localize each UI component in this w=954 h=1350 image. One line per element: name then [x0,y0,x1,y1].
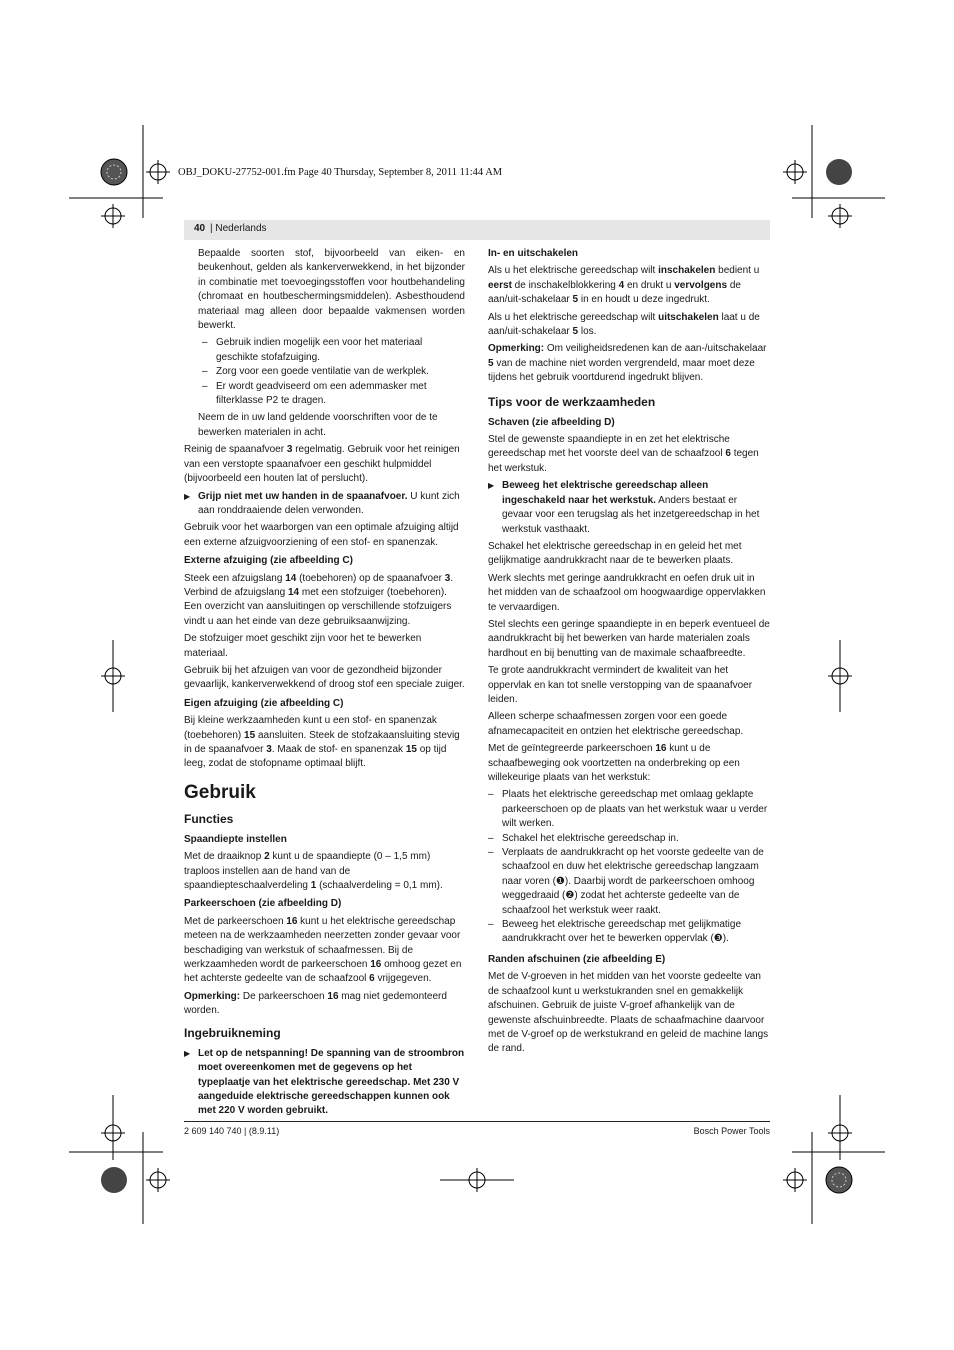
paragraph: Met de draaiknop 2 kunt u de spaandiepte (0 – 1,5 mm) traploos instellen aan de hand van de spaandiepteschaalverdeling 1 (schaalverdeling = 0,1 mm). [184,851,443,892]
triangle-right-icon: ▶ [184,491,191,501]
section-heading: Ingebruikneming [184,1025,281,1040]
paragraph: Als u het elektrische gereedschap wilt inschakelen bedient u eerst de inschakelblokkering 4 en drukt u vervolgens de aan/uit-schakelaar 5 in en houdt u deze ingedrukt. [488,265,760,306]
paragraph: Neem de in uw land geldende voorschriften voor de te bewerken materialen in acht. [198,412,438,438]
triangle-right-icon: ▶ [184,1048,191,1058]
footer-left: 2 609 140 740 | (8.9.11) [184,1126,280,1136]
paragraph: Als u het elektrische gereedschap wilt uitschakelen laat u de aan/uit-schakelaar 5 los. [488,311,760,338]
dash-item: – Zorg voor een goede ventilatie van de werkplek. [202,366,429,378]
paragraph: Alleen scherpe schaafmessen zorgen voor een goede afnamecapaciteit en ontzien het elektrische gereedschap. [488,711,744,737]
paragraph: Opmerking: Om veiligheidsredenen kan de aan-/uitschakelaar 5 van de machine niet worden vergrendeld, maar moet deze tijdens het gebruik voortdurend ingedrukt blijven. [488,343,767,384]
triangle-right-icon: ▶ [488,481,495,491]
subheading: Randen afschuinen (zie afbeelding E) [488,953,666,965]
paragraph: Stel de gewenste spaandiepte in en zet het elektrische gereedschap met het voorste deel van de schaafzool 6 tegen het werkstuk. [488,434,759,474]
subheading: Spaandiepte instellen [184,833,287,845]
subheading: Parkeerschoen (zie afbeelding D) [184,898,342,910]
page-number: 40 [194,223,206,234]
subheading: Schaven (zie afbeelding D) [488,416,615,428]
paragraph: Met de geïntegreerde parkeerschoen 16 kunt u de schaafbeweging ook voortzetten na onderbreking op een willekeurige plaats van het werkstuk: [488,743,740,783]
paragraph: Opmerking: De parkeerschoen 16 mag niet gedemonteerd worden. [184,990,447,1017]
page-header-bar [184,220,770,240]
footer-right: Bosch Power Tools [693,1126,770,1136]
paragraph: Met de V-groeven in het midden van het voorste gedeelte van de schaafzool kunt u werkstukranden snel en gemakkelijk afschuinen. Gebruik de juiste V-groef afhankelijk van de gewenste afschuinbreedte. Plaats de schaafmachine daarvoor met de V-groef op de werkstukrand en geleid de machine langs de rand. [488,971,769,1055]
section-heading: Tips voor de werkzaamheden [488,394,656,409]
file-header: OBJ_DOKU-27752-001.fm Page 40 Thursday, September 8, 2011 11:44 AM [178,167,503,178]
footer-rule [184,1121,770,1122]
paragraph: Schakel het elektrische gereedschap in en geleid het met gelijkmatige aandrukkracht naar de te bewerken plaats. [488,540,742,567]
warning-item: ▶ Beweeg het elektrische gereedschap alleen ingeschakeld naar het werkstuk. Anders bestaat er gevaar voor een terugslag als het inzetgereedschap in het werkstuk vasthaakt. [488,480,760,535]
paragraph: Gebruik voor het waarborgen van een optimale afzuiging altijd een externe afzuigvoorziening of een stof- en spanenzak. [184,522,459,548]
paragraph: Te grote aandrukkracht vermindert de kwaliteit van het oppervlak en kan tot snelle verstopping van de spaanafvoer leiden. [488,665,753,705]
paragraph: Steek een afzuigslang 14 (toebehoren) op de spaanafvoer 3. Verbind de afzuigslang 14 met een stofzuiger (toebehoren). Een overzicht van aansluitingen op verschillende stofzuigers vindt u aan het einde van deze gebruiksaanwijzing. [184,572,454,627]
subheading: In- en uitschakelen [488,248,579,259]
left-column [184,247,465,1122]
warning-item: ▶ Grijp niet met uw handen in de spaanafvoer. U kunt zich aan ronddraaiende delen verwonden. [184,490,460,516]
paragraph: Werk slechts met geringe aandrukkracht en oefen druk uit in het midden van de schaafzool om hoogwaardige oppervlakken te vervaardigen. [488,572,766,613]
dash-item: – Beweeg het elektrische gereedschap met gelijkmatige aandrukkracht over het te bewerken oppervlak (❸). [488,919,742,945]
header-separator: | [210,223,213,234]
dash-item: – Gebruik indien mogelijk een voor het materiaal geschikte stofafzuiging. [202,337,423,363]
section-heading: Functies [184,811,234,826]
dash-item: – Plaats het elektrische gereedschap met omlaag geklapte parkeerschoen op de plaats van het werkstuk waar u verder wilt werken. [488,789,768,830]
dash-item: – Verplaats de aandrukkracht op het voorste gedeelte van de schaafzool en duw het elektrische gereedschap langzaam naar voren (❶). Daarbij wordt de parkeerschoen omhoog weggedraaid (❷) zodat het achterste gedeelte van de schaafzool het werkstuk weer raakt. [488,847,764,916]
right-column [488,247,770,1060]
paragraph: Stel slechts een geringe spaandiepte in en beperk eventueel de aandrukkracht bij het bewerken van harde materialen zoals hardhout en bij benutting van de maximale schaafbreedte. [488,618,770,659]
page-language [210,223,267,234]
subheading: Eigen afzuiging (zie afbeelding C) [184,697,344,709]
paragraph: Bepaalde soorten stof, bijvoorbeeld van eiken- en beukenhout, gelden als kankerverwekkend, in het bijzonder in combinatie met toevoegingsstoffen voor houtbehandeling (chromaat en houtbeschermingsmiddelen). Asbesthoudend materiaal mag alleen door bepaalde vakmensen worden bewerkt. [198,248,465,332]
paragraph: De stofzuiger moet geschikt zijn voor het te bewerken materiaal. [184,633,422,659]
dash-item: – Schakel het elektrische gereedschap in. [488,832,679,844]
language-label: Nederlands [215,223,267,234]
section-title: Gebruik [184,781,256,803]
paragraph: Reinig de spaanafvoer 3 regelmatig. Gebruik voor het reinigen van een verstopte spaanafvoer een geschikt hulpmiddel (bijvoorbeeld een houten lat of perslucht). [184,444,460,485]
warning-item: ▶ Let op de netspanning! De spanning van de stroombron moet overeenkomen met de gegevens op het typeplaatje van het elektrische gereedschap. Met 230 V aangeduide elektrische gereedschappen kunnen ook met 220 V worden gebruikt. [184,1047,465,1117]
paragraph: Gebruik bij het afzuigen van voor de gezondheid bijzonder gevaarlijk, kankerverwekkend of droog stof een speciale zuiger. [184,664,465,691]
subheading: Externe afzuiging (zie afbeelding C) [184,555,353,567]
dash-item: – Er wordt geadviseerd om een ademmasker met filterklasse P2 te dragen. [202,380,427,407]
paragraph: Bij kleine werkzaamheden kunt u een stof- en spanenzak (toebehoren) 15 aansluiten. Steek de stofzakaansluiting stevig in de spaanafvoer 3. Maak de stof- en spanenzak 15 op tijd leeg, zodat de stofopname optimaal blijft. [184,715,460,770]
paragraph: Met de parkeerschoen 16 kunt u het elektrische gereedschap meteen na de werkzaamheden neerzetten zonder gevaar voor beschadiging van werkstuk of schaafmessen. Bij de werkzaamheden wordt de parkeerschoen 16 omhoog gezet en het achterste gedeelte van de schaafzool 6 vrijgegeven. [184,915,462,985]
